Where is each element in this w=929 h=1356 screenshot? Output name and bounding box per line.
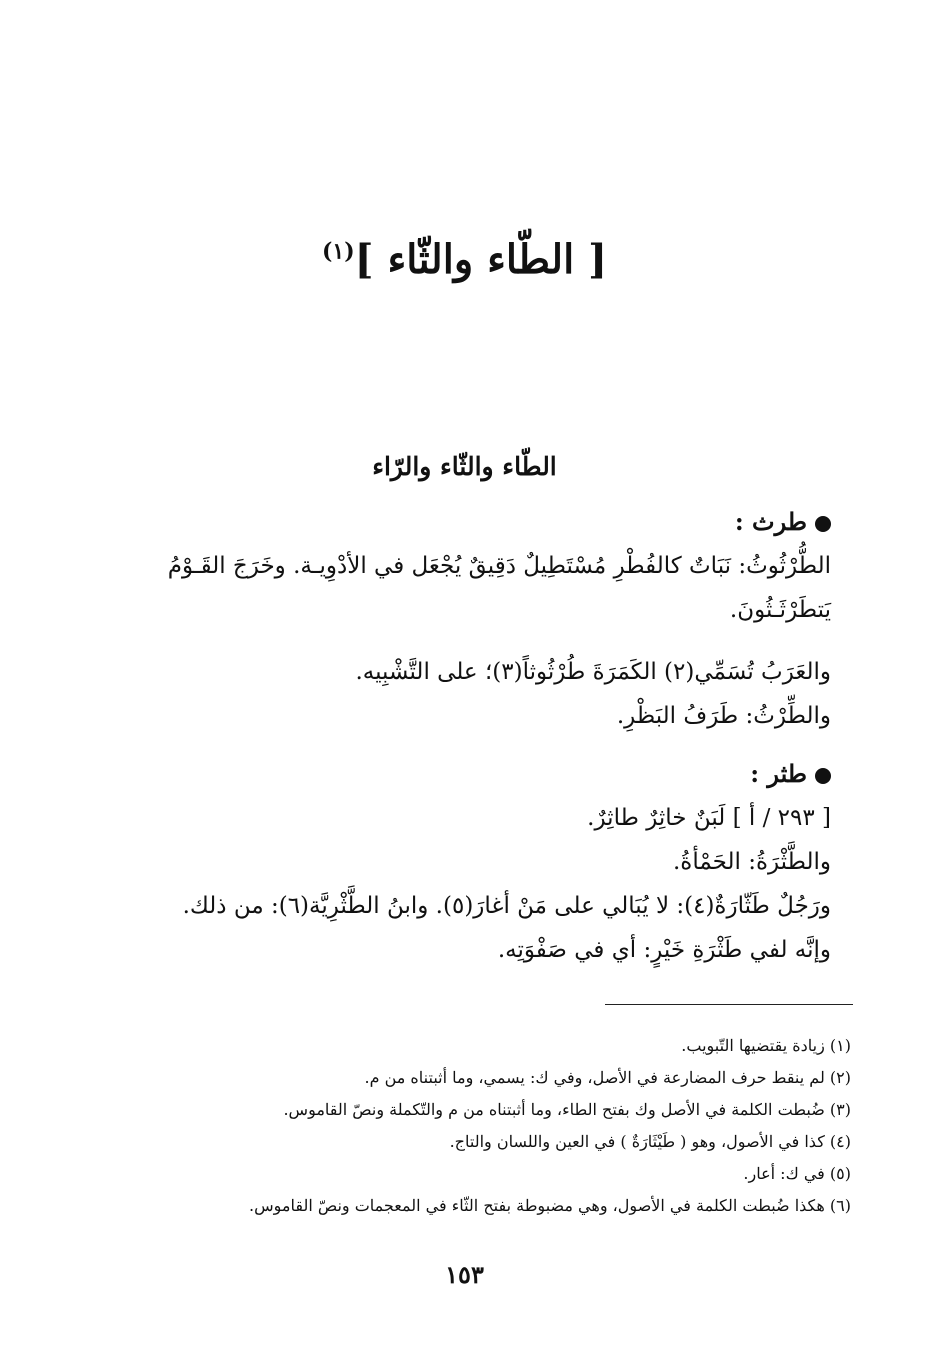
entry-line: وإنَّه لفي طَثْرَةِ خَيْرٍ: أي في صَفْوَتِه. xyxy=(497,937,831,963)
section-heading: الطّاء والثّاء والرّاء xyxy=(372,452,557,481)
entry-tarth xyxy=(96,500,831,738)
entry-line: [ ٢٩٣ / أ ] لَبَنٌ خاثِرٌ طاثِرٌ. xyxy=(587,805,831,831)
footnote: (٦) هكذا ضُبطت الكلمة في الأصول، وهي مضبوطة بفتح الثّاء في المعجمات ونصّ القاموس. xyxy=(249,1196,851,1215)
entry-line: ورَجُلٌ طَثّارَةٌ(٤): لا يُبَالي على مَنْ أغارَ(٥). وابنُ الطَّثْرِيَّة(٦): من ذلك. xyxy=(182,893,831,919)
entry-line: يَتطَرْثَـثُونَ. xyxy=(729,597,831,623)
entry-line: والطَّثْرَةُ: الحَمْأةُ. xyxy=(672,849,831,875)
entry-head-label: طثر : xyxy=(750,759,807,788)
footnote: (١) زيادة يقتضيها التّبويب. xyxy=(681,1036,851,1055)
footnote: (٥) في ك: أعار. xyxy=(743,1164,851,1183)
entry-line: الطُّرْثُوثُ: نَبَاتٌ كالفُطْرِ مُسْتَطِيلٌ دَقِيقٌ يُجْعَل في الأدْوِيـة. وخَرَجَ القَـوْمُ xyxy=(167,553,831,579)
bullet-icon xyxy=(815,768,831,784)
chapter-title-footnote-ref: (١) xyxy=(321,238,355,265)
page-number: ١٥٣ xyxy=(445,1260,484,1289)
entry-line: والطِّرْثُ: طَرَفُ البَظْرِ. xyxy=(616,703,831,729)
entry-head-label: طرث : xyxy=(734,507,807,536)
bullet-icon xyxy=(815,516,831,532)
entry-line: والعَرَبُ تُسَمِّي(٢) الكَمَرَةَ طُرْثُوثاً(٣)؛ على التَّشْبِيه. xyxy=(355,659,831,685)
footnote-divider xyxy=(605,1004,853,1005)
chapter-title-text: [ الطّاء والثّاء ] xyxy=(354,236,608,283)
entry-head xyxy=(96,752,831,796)
footnotes xyxy=(91,1030,851,1222)
footnote: (٤) كذا في الأصول، وهو ( طَيْثَارَةٌ ) في العين واللسان والتاج. xyxy=(449,1132,851,1151)
footnote: (٣) ضُبطت الكلمة في الأصل وك بفتح الطاء، وما أثبتناه من م والتّكملة ونصّ القاموس. xyxy=(283,1100,851,1119)
footnote: (٢) لم ينقط حرف المضارعة في الأصل، وفي ك: يسمي، وما أثبتناه من م. xyxy=(364,1068,851,1087)
chapter-title xyxy=(0,236,929,283)
entry-tathr xyxy=(96,752,831,972)
entry-head xyxy=(96,500,831,544)
